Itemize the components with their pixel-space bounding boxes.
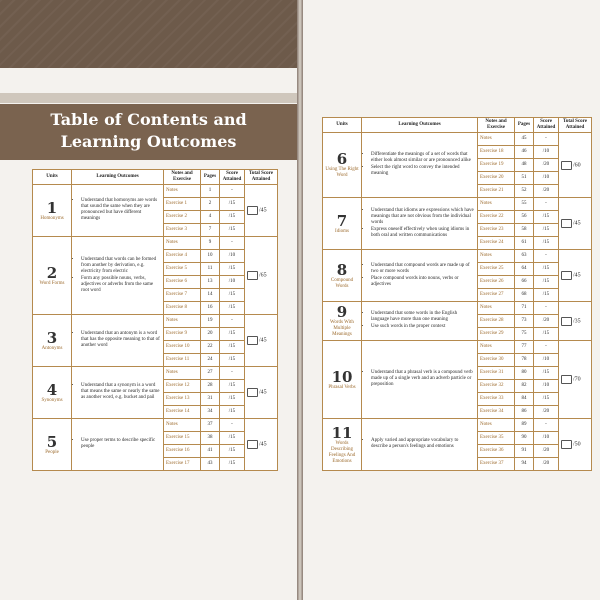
score-value: /15	[220, 224, 245, 237]
table-row	[323, 250, 592, 263]
page-number: 46	[515, 146, 534, 159]
total-score: /65	[259, 272, 267, 279]
exercise-label: Notes	[478, 250, 515, 263]
exercise-label: Exercise 18	[478, 146, 515, 159]
page-number: 24	[201, 354, 220, 367]
unit-number: 9	[336, 303, 348, 321]
page-number: 91	[515, 445, 534, 458]
unit-name: Compound Words	[330, 277, 354, 289]
title-line-2: Learning Outcomes	[60, 132, 237, 151]
page-number: 48	[515, 159, 534, 172]
outcome-list	[74, 438, 161, 450]
total-score-cell	[559, 302, 592, 341]
score-value: /10	[534, 432, 559, 445]
exercise-label: Notes	[164, 315, 201, 328]
total-score: /35	[573, 318, 581, 324]
score-checkbox[interactable]	[561, 271, 572, 280]
exercise-label: Exercise 1	[164, 198, 201, 211]
total-score: /45	[259, 441, 267, 448]
exercise-label: Exercise 20	[478, 172, 515, 185]
page-number: 75	[515, 328, 534, 341]
exercise-label: Exercise 30	[478, 354, 515, 367]
exercise-label: Exercise 15	[164, 432, 201, 445]
outcome-item: • Differentiate the meanings of a set of words that either look almost similar or are pronounced alike	[371, 152, 475, 164]
unit-cell	[33, 315, 72, 367]
score-checkbox[interactable]	[561, 440, 572, 449]
exercise-label: Exercise 14	[164, 406, 201, 419]
outcome-list	[74, 331, 161, 349]
outcome-list	[364, 208, 475, 239]
score-value: -	[534, 419, 559, 432]
unit-cell	[323, 198, 362, 250]
unit-cell	[33, 237, 72, 315]
exercise-label: Exercise 4	[164, 250, 201, 263]
learning-outcomes-cell	[362, 341, 478, 419]
score-value: /15	[534, 211, 559, 224]
outcome-list	[364, 152, 475, 177]
right-page	[303, 0, 600, 600]
score-value: /15	[534, 289, 559, 302]
table-row	[33, 237, 278, 250]
score-checkbox[interactable]	[561, 219, 572, 228]
score-value: /10	[534, 354, 559, 367]
exercise-label: Exercise 36	[478, 445, 515, 458]
learning-outcomes-cell	[72, 237, 164, 315]
total-header: Total Score Attained	[559, 118, 592, 133]
exercise-label: Exercise 26	[478, 276, 515, 289]
unit-number: 10	[331, 367, 353, 386]
exercise-label: Exercise 24	[478, 237, 515, 250]
score-checkbox[interactable]	[561, 375, 572, 384]
outcome-item: • Understand that compound words are made up of two or more words	[371, 263, 475, 275]
unit-name: Idioms	[335, 228, 349, 234]
score-checkbox[interactable]	[561, 317, 572, 326]
page-number: 13	[201, 276, 220, 289]
left-table-body	[33, 185, 278, 471]
exercise-label: Exercise 34	[478, 406, 515, 419]
score-value: /15	[534, 276, 559, 289]
page-number: 31	[201, 393, 220, 406]
score-value: /15	[220, 263, 245, 276]
score-value: /20	[534, 185, 559, 198]
outcome-item: • Select the right word to convey the intended meaning	[371, 165, 475, 177]
exercise-label: Notes	[478, 198, 515, 211]
total-score-cell	[245, 419, 278, 471]
exercise-label: Exercise 17	[164, 458, 201, 471]
page-number: 94	[515, 458, 534, 471]
score-value: /15	[220, 380, 245, 393]
outcome-item: • Understand that a synonym is a word that means the same or nearly the same as another word, e.g. bucket and pail	[81, 383, 161, 401]
outcome-item: • Understand that an antonym is a word that has the opposite meaning to that of another word	[81, 331, 161, 349]
outcome-list	[364, 438, 475, 450]
unit-number: 3	[46, 328, 58, 347]
learning-outcomes-cell	[362, 198, 478, 250]
page-number: 11	[201, 263, 220, 276]
page-number: 7	[201, 224, 220, 237]
unit-number: 11	[331, 423, 353, 442]
unit-name: Synonyms	[41, 397, 63, 403]
outcome-item: • Apply varied and appropriate vocabulary to describe a person's feelings and emotions	[371, 438, 475, 450]
outcome-item: • Understand that idioms are expressions which have meanings that are not obvious from the individual words	[371, 208, 475, 226]
exercise-label: Notes	[164, 185, 201, 198]
learning-outcomes-cell	[72, 315, 164, 367]
score-checkbox[interactable]	[247, 440, 258, 449]
outcome-list	[74, 257, 161, 294]
title-stripe	[0, 93, 297, 103]
unit-cell	[323, 302, 362, 341]
total-score-cell	[559, 419, 592, 471]
score-value: /15	[534, 237, 559, 250]
learning-outcomes-cell	[72, 367, 164, 419]
total-score-cell	[559, 133, 592, 198]
outcomes-header: Learning Outcomes	[72, 170, 164, 185]
exercise-label: Exercise 10	[164, 341, 201, 354]
exercise-label: Exercise 7	[164, 289, 201, 302]
page-number: 90	[515, 432, 534, 445]
page-number: 34	[201, 406, 220, 419]
page-number: 4	[201, 211, 220, 224]
exercise-label: Exercise 13	[164, 393, 201, 406]
outcome-item: • Understand that homonyms are words that sound the same when they are pronounced but have different meanings	[81, 198, 161, 222]
total-score-cell	[559, 198, 592, 250]
page-number: 37	[201, 419, 220, 432]
page-number: 78	[515, 354, 534, 367]
page-number: 27	[201, 367, 220, 380]
score-value: -	[220, 419, 245, 432]
total-score-cell	[245, 237, 278, 315]
learning-outcomes-cell	[72, 185, 164, 237]
exercise-label: Exercise 28	[478, 315, 515, 328]
score-checkbox[interactable]	[247, 388, 258, 397]
exercise-label: Exercise 16	[164, 445, 201, 458]
unit-name: Phrasal Verbs	[328, 384, 356, 390]
page-number: 77	[515, 341, 534, 354]
exercise-label: Exercise 37	[478, 458, 515, 471]
exercise-label: Exercise 23	[478, 224, 515, 237]
page-number: 41	[201, 445, 220, 458]
page-number: 22	[201, 341, 220, 354]
total-score: /70	[573, 376, 581, 383]
score-value: /10	[534, 146, 559, 159]
exercise-label: Notes	[478, 133, 515, 146]
page-number: 61	[515, 237, 534, 250]
exercise-label: Exercise 19	[478, 159, 515, 172]
score-value: /15	[534, 328, 559, 341]
score-value: /15	[220, 458, 245, 471]
exercise-label: Exercise 2	[164, 211, 201, 224]
score-value: -	[220, 367, 245, 380]
page-number: 20	[201, 328, 220, 341]
page-number: 38	[201, 432, 220, 445]
exercise-label: Notes	[164, 419, 201, 432]
unit-cell	[323, 341, 362, 419]
notes-header: Notes and Exercise	[164, 170, 201, 185]
score-value: /15	[220, 406, 245, 419]
page-number: 2	[201, 198, 220, 211]
page-number: 19	[201, 315, 220, 328]
unit-number: 4	[46, 380, 58, 399]
table-row	[323, 198, 592, 211]
total-score: /45	[259, 207, 267, 214]
score-value: /15	[220, 302, 245, 315]
score-value: -	[534, 133, 559, 146]
score-value: /20	[534, 406, 559, 419]
score-header: Score Attained	[534, 118, 559, 133]
page-number: 58	[515, 224, 534, 237]
unit-number: 1	[46, 198, 58, 217]
page-number: 16	[201, 302, 220, 315]
score-value: /10	[534, 380, 559, 393]
table-row	[33, 185, 278, 198]
total-score: /45	[259, 337, 267, 344]
score-header: Score Attained	[220, 170, 245, 185]
learning-outcomes-cell	[362, 250, 478, 302]
exercise-label: Exercise 32	[478, 380, 515, 393]
exercise-label: Exercise 22	[478, 211, 515, 224]
left-page	[0, 0, 297, 600]
exercise-label: Exercise 35	[478, 432, 515, 445]
unit-number: 8	[336, 260, 348, 279]
score-value: /15	[220, 432, 245, 445]
unit-number: 6	[336, 150, 348, 168]
unit-cell	[33, 185, 72, 237]
total-score-cell	[245, 315, 278, 367]
unit-number: 2	[46, 263, 58, 282]
exercise-label: Notes	[164, 237, 201, 250]
exercise-label: Notes	[478, 419, 515, 432]
score-value: /10	[534, 172, 559, 185]
page-number: 1	[201, 185, 220, 198]
score-value: -	[534, 198, 559, 211]
score-value: /20	[534, 159, 559, 172]
score-value: /15	[220, 354, 245, 367]
exercise-label: Exercise 8	[164, 302, 201, 315]
pages-header: Pages	[201, 170, 220, 185]
exercise-label: Exercise 21	[478, 185, 515, 198]
score-value: /15	[220, 289, 245, 302]
outcome-item: • Understand that a phrasal verb is a compound verb made up of a single verb and an adverb particle or preposition	[371, 370, 475, 388]
right-header-row	[323, 118, 592, 133]
outcome-list	[364, 370, 475, 388]
score-value: -	[220, 237, 245, 250]
total-header: Total Score Attained	[245, 170, 278, 185]
score-value: /15	[534, 224, 559, 237]
unit-name: Antonyms	[41, 345, 63, 351]
table-row	[323, 133, 592, 146]
score-checkbox[interactable]	[247, 336, 258, 345]
exercise-label: Exercise 25	[478, 263, 515, 276]
page-number: 89	[515, 419, 534, 432]
score-value: /20	[534, 458, 559, 471]
unit-name: Words With Multiple Meanings	[330, 320, 354, 337]
score-value: -	[534, 250, 559, 263]
page-number: 55	[515, 198, 534, 211]
unit-cell	[33, 367, 72, 419]
total-score-cell	[245, 185, 278, 237]
score-checkbox[interactable]	[561, 161, 572, 170]
unit-number: 7	[336, 211, 348, 230]
unit-name: Words Describing Feelings And Emotions	[328, 440, 356, 464]
page-number: 63	[515, 250, 534, 263]
outcome-list	[74, 198, 161, 222]
score-value: /10	[220, 276, 245, 289]
outcome-list	[74, 383, 161, 401]
unit-name: Homonyms	[40, 215, 64, 221]
outcome-item: • Understand that some words in the English language have more than one meaning	[371, 311, 475, 323]
page-number: 28	[201, 380, 220, 393]
score-value: /15	[220, 393, 245, 406]
page-number: 14	[201, 289, 220, 302]
page-number: 68	[515, 289, 534, 302]
table-row	[323, 302, 592, 315]
page-number: 43	[201, 458, 220, 471]
score-value: /20	[534, 445, 559, 458]
unit-cell	[33, 419, 72, 471]
page-number: 84	[515, 393, 534, 406]
outcome-item: • Use such words in the proper context	[371, 324, 475, 330]
exercise-label: Exercise 5	[164, 263, 201, 276]
outcome-item: • Express oneself effectively when using idioms in both oral and written communications	[371, 227, 475, 239]
table-row	[33, 419, 278, 432]
score-value: -	[220, 185, 245, 198]
page-number: 71	[515, 302, 534, 315]
table-row	[33, 315, 278, 328]
exercise-label: Notes	[164, 367, 201, 380]
total-score: /45	[573, 272, 581, 279]
score-value: -	[534, 302, 559, 315]
table-row	[33, 367, 278, 380]
exercise-label: Exercise 12	[164, 380, 201, 393]
score-value: /15	[220, 211, 245, 224]
title-line-1: Table of Contents and	[50, 110, 247, 129]
score-value: /20	[534, 315, 559, 328]
page-number: 51	[515, 172, 534, 185]
page-number: 82	[515, 380, 534, 393]
page-number: 73	[515, 315, 534, 328]
score-value: -	[220, 315, 245, 328]
unit-name: Word Forms	[39, 280, 65, 286]
exercise-label: Exercise 3	[164, 224, 201, 237]
learning-outcomes-cell	[362, 419, 478, 471]
outcome-item: • Form any possible nouns, verbs, adjectives or adverbs from the same root word	[81, 276, 161, 294]
total-score: /50	[573, 441, 581, 448]
total-score-cell	[245, 367, 278, 419]
score-checkbox[interactable]	[247, 271, 258, 280]
page-number: 80	[515, 367, 534, 380]
outcome-list	[364, 263, 475, 288]
unit-number: 5	[46, 432, 58, 451]
score-value: /15	[534, 263, 559, 276]
score-value: /15	[220, 328, 245, 341]
page-number: 45	[515, 133, 534, 146]
score-value: /15	[534, 393, 559, 406]
units-header: Units	[33, 170, 72, 185]
exercise-label: Notes	[478, 341, 515, 354]
outcomes-header: Learning Outcomes	[362, 118, 478, 133]
page-number: 52	[515, 185, 534, 198]
outcome-item: • Understand that words can be formed from another by derivation, e.g. electricity from electric	[81, 257, 161, 275]
score-value: /15	[220, 198, 245, 211]
exercise-label: Exercise 11	[164, 354, 201, 367]
score-checkbox[interactable]	[247, 206, 258, 215]
score-value: -	[534, 341, 559, 354]
unit-cell	[323, 250, 362, 302]
outcome-item: • Place compound words into nouns, verbs or adjectives	[371, 276, 475, 288]
header-banner	[0, 0, 297, 68]
table-row	[323, 341, 592, 354]
score-value: /15	[534, 367, 559, 380]
pages-header: Pages	[515, 118, 534, 133]
exercise-label: Exercise 9	[164, 328, 201, 341]
total-score-cell	[559, 341, 592, 419]
total-score: /60	[573, 162, 581, 168]
learning-outcomes-cell	[72, 419, 164, 471]
exercise-label: Exercise 31	[478, 367, 515, 380]
page-number: 56	[515, 211, 534, 224]
right-toc-table	[322, 117, 592, 471]
learning-outcomes-cell	[362, 133, 478, 198]
left-header-row	[33, 170, 278, 185]
right-table-body	[323, 133, 592, 471]
score-value: /15	[220, 445, 245, 458]
total-score: /45	[573, 220, 581, 227]
table-row	[323, 419, 592, 432]
left-toc-table	[32, 169, 278, 471]
page-number: 66	[515, 276, 534, 289]
score-value: /15	[220, 341, 245, 354]
learning-outcomes-cell	[362, 302, 478, 341]
units-header: Units	[323, 118, 362, 133]
page-number: 9	[201, 237, 220, 250]
notes-header: Notes and Exercise	[478, 118, 515, 133]
exercise-label: Exercise 6	[164, 276, 201, 289]
score-value: /10	[220, 250, 245, 263]
unit-name: Using The Right Word	[325, 167, 359, 178]
exercise-label: Notes	[478, 302, 515, 315]
exercise-label: Exercise 29	[478, 328, 515, 341]
unit-name: People	[45, 449, 59, 455]
exercise-label: Exercise 27	[478, 289, 515, 302]
page-number: 10	[201, 250, 220, 263]
unit-cell	[323, 419, 362, 471]
page-number: 64	[515, 263, 534, 276]
unit-cell	[323, 133, 362, 198]
page-title	[0, 104, 297, 153]
total-score: /45	[259, 389, 267, 396]
outcome-item: • Use proper terms to describe specific people	[81, 438, 161, 450]
total-score-cell	[559, 250, 592, 302]
outcome-list	[364, 311, 475, 330]
exercise-label: Exercise 33	[478, 393, 515, 406]
page-number: 86	[515, 406, 534, 419]
